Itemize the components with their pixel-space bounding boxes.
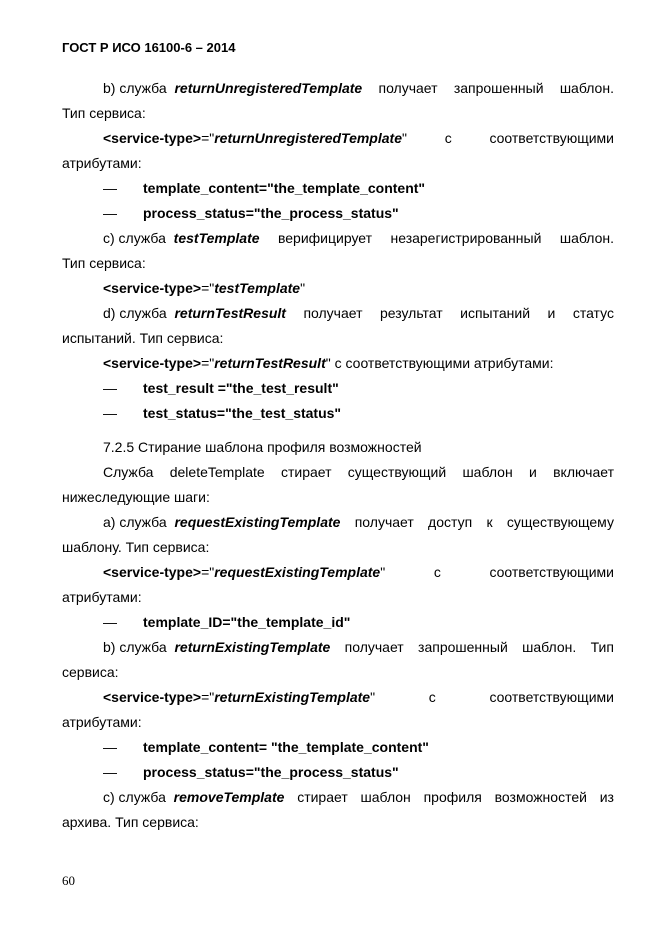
line-cont: сервиса:	[62, 664, 119, 680]
line-cont: Тип сервиса:	[62, 255, 146, 271]
line-cont: архива. Тип сервиса:	[62, 814, 199, 830]
item-b-return-existing: b) служба returnExistingTemplate получает запрошенный шаблон. Тип	[103, 639, 614, 655]
service-type-line: <service-type>="returnUnregisteredTemplate" с соответствующими	[103, 130, 614, 146]
line-cont: испытаний. Тип сервиса:	[62, 330, 224, 346]
attr-item: — template_ID="the_template_id"	[103, 614, 351, 630]
service-type-line: <service-type>="requestExistingTemplate" с соответствующими	[103, 564, 614, 580]
line-cont: атрибутами:	[62, 155, 142, 171]
page-number: 60	[62, 873, 75, 888]
service-name: returnUnregisteredTemplate	[174, 80, 363, 96]
item-d-return-test-result: d) служба returnTestResult получает результат испытаний и статус	[103, 305, 614, 321]
line-cont: нижеследующие шаги:	[62, 489, 210, 505]
service-type-line: <service-type>="returnExistingTemplate" с соответствующими	[103, 689, 614, 705]
page-header: ГОСТ Р ИСО 16100-6 – 2014	[62, 40, 236, 55]
section-heading: 7.2.5 Стирание шаблона профиля возможностей	[103, 439, 422, 455]
attr-item: — test_result ="the_test_result"	[103, 380, 339, 396]
line-cont: атрибутами:	[62, 589, 142, 605]
line-cont: атрибутами:	[62, 714, 142, 730]
document-body	[62, 79, 614, 838]
attr-item: — test_status="the_test_status"	[103, 405, 342, 421]
line-cont: Тип сервиса:	[62, 105, 146, 121]
attr-item: — process_status="the_process_status"	[103, 764, 399, 780]
line-cont: шаблону. Тип сервиса:	[62, 539, 210, 555]
item-a-request-existing: a) служба requestExistingTemplate получает доступ к существующему	[103, 514, 614, 530]
item-c-test-template: c) служба testTemplate верифицирует незарегистрированный шаблон.	[103, 230, 614, 246]
attr-item: — template_content="the_template_content"	[103, 180, 426, 196]
section-intro: Служба deleteTemplate стирает существующий шаблон и включает	[103, 464, 614, 480]
item-c-remove-template: c) служба removeTemplate стирает шаблон профиля возможностей из	[103, 789, 614, 805]
item-b-return-unregistered: b) служба returnUnregisteredTemplate получает запрошенный шаблон.	[103, 80, 614, 96]
attr-item: — template_content= "the_template_content"	[103, 739, 429, 755]
service-type-line: <service-type>="returnTestResult" с соответствующими атрибутами:	[103, 355, 554, 371]
attr-item: — process_status="the_process_status"	[103, 205, 399, 221]
service-type-line: <service-type>="testTemplate"	[103, 280, 306, 296]
